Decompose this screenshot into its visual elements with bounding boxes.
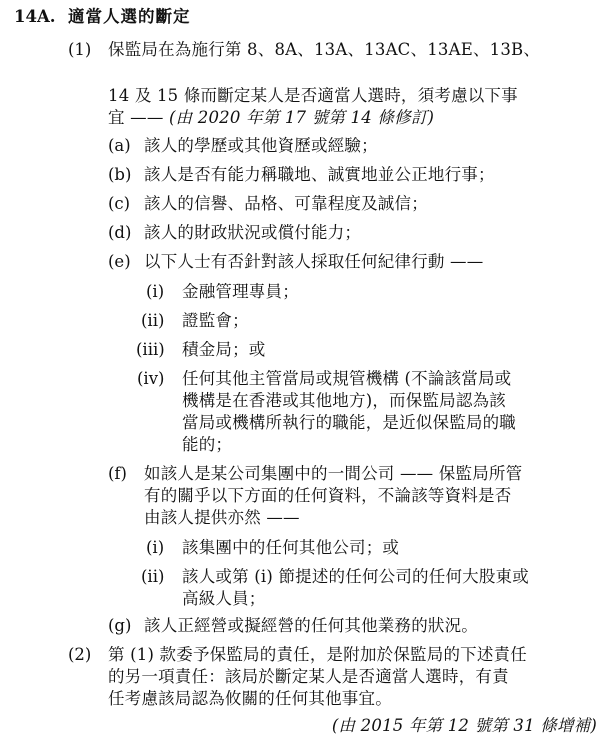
- item-e-ii-label: (ii): [141, 311, 165, 330]
- subsection-2-label: (2): [68, 645, 92, 664]
- item-f-line-3: 由該人提供亦然 ——: [144, 508, 300, 527]
- item-d-label: (d): [108, 223, 132, 242]
- item-e-iii-text: 積金局；或: [182, 340, 266, 359]
- subsection-1-line-2: 14 及 15 條而斷定某人是否適當人選時，須考慮以下事: [108, 86, 518, 105]
- item-e-i-label: (i): [146, 282, 165, 301]
- item-a-text: 該人的學歷或其他資歷或經驗；: [144, 136, 378, 155]
- item-f-line-1: 如該人是某公司集團中的一間公司 —— 保監局所管: [144, 464, 523, 483]
- item-e-iv-line-1: 任何其他主管當局或規管機構 (不論該當局或: [182, 369, 512, 388]
- item-g-text: 該人正經營或擬經營的任何其他業務的狀況。: [144, 616, 478, 635]
- item-c-text: 該人的信譽、品格、可靠程度及誠信；: [144, 194, 428, 213]
- section-title: 適當人選的斷定: [68, 7, 191, 26]
- amendment-note-2015: (由 2015 年第 12 號第 31 條增補): [331, 716, 597, 735]
- item-e-iv-line-2: 機構是在香港或其他地方)，而保監局認為該: [182, 391, 506, 410]
- item-e-iv-line-3: 當局或機構所執行的職能，是近似保監局的職: [182, 413, 516, 432]
- subsection-2-line-3: 任考慮該局認為攸關的任何其他事宜。: [108, 689, 392, 708]
- subsection-1-line-3: [108, 106, 434, 130]
- item-e-ii-text: 證監會；: [182, 311, 249, 330]
- item-e-iv-label: (iv): [137, 369, 165, 388]
- section-number: 14A.: [14, 7, 56, 26]
- subsection-2-line-1: 第 (1) 款委予保監局的責任，是附加於保監局的下述責任: [108, 645, 527, 664]
- item-b-text: 該人是否有能力稱職地、誠實地並公正地行事；: [144, 165, 495, 184]
- subsection-1-label: (1): [68, 40, 92, 59]
- item-e-label: (e): [108, 252, 131, 271]
- item-f-ii-label: (ii): [141, 567, 165, 586]
- item-d-text: 該人的財政狀況或償付能力；: [144, 223, 362, 242]
- item-g-label: (g): [108, 616, 132, 635]
- amendment-note-2020: (由 2020 年第 17 號第 14 條修訂): [169, 108, 435, 127]
- item-f-label: (f): [108, 464, 127, 483]
- subsection-1-line-3-text: 宜 ——: [108, 108, 164, 127]
- item-e-iii-label: (iii): [136, 340, 165, 359]
- item-a-label: (a): [108, 136, 131, 155]
- item-f-line-2: 有的關乎以下方面的任何資料，不論該等資料是否: [144, 486, 512, 505]
- item-c-label: (c): [108, 194, 131, 213]
- subsection-1-line-1: 保監局在為施行第 8、8A、13A、13AC、13AE、13B、: [108, 40, 541, 59]
- item-e-text: 以下人士有否針對該人採取任何紀律行動 ——: [144, 252, 484, 271]
- item-f-i-text: 該集團中的任何其他公司；或: [182, 538, 400, 557]
- item-f-i-label: (i): [146, 538, 165, 557]
- item-e-i-text: 金融管理專員；: [182, 282, 299, 301]
- item-f-ii-line-1: 該人或第 (i) 節提述的任何公司的任何大股東或: [182, 567, 529, 586]
- subsection-2-line-2: 的另一項責任：該局於斷定某人是否適當人選時，有責: [108, 667, 509, 686]
- item-f-ii-line-2: 高級人員；: [182, 589, 266, 608]
- item-e-iv-line-4: 能的；: [182, 435, 233, 454]
- item-b-label: (b): [108, 165, 132, 184]
